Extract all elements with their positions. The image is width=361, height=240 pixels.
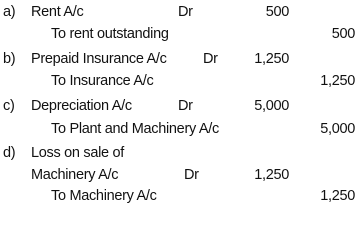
entry-letter: d) xyxy=(3,145,16,161)
dr-marker: Dr xyxy=(178,4,193,20)
dr-marker: Dr xyxy=(203,51,218,67)
dr-marker: Dr xyxy=(184,167,199,183)
credit-amount: 1,250 xyxy=(320,73,355,89)
entry-letter: b) xyxy=(3,51,16,67)
debit-amount: 1,250 xyxy=(254,51,289,67)
credit-amount: 5,000 xyxy=(320,121,355,137)
debit-account-continued: Machinery A/c xyxy=(31,167,119,183)
entry-letter: a) xyxy=(3,4,16,20)
debit-amount: 500 xyxy=(265,4,289,20)
credit-account: To Machinery A/c xyxy=(51,188,157,204)
debit-account: Depreciation A/c xyxy=(31,98,132,114)
credit-amount: 1,250 xyxy=(320,188,355,204)
entry-letter: c) xyxy=(3,98,15,114)
debit-amount: 5,000 xyxy=(254,98,289,114)
debit-account: Prepaid Insurance A/c xyxy=(31,51,167,67)
credit-account: To Plant and Machinery A/c xyxy=(51,121,219,137)
debit-account: Rent A/c xyxy=(31,4,84,20)
debit-account: Loss on sale of xyxy=(31,145,125,161)
credit-amount: 500 xyxy=(331,26,355,42)
credit-account: To Insurance A/c xyxy=(51,73,154,89)
credit-account: To rent outstanding xyxy=(51,26,169,42)
dr-marker: Dr xyxy=(178,98,193,114)
debit-amount: 1,250 xyxy=(254,167,289,183)
